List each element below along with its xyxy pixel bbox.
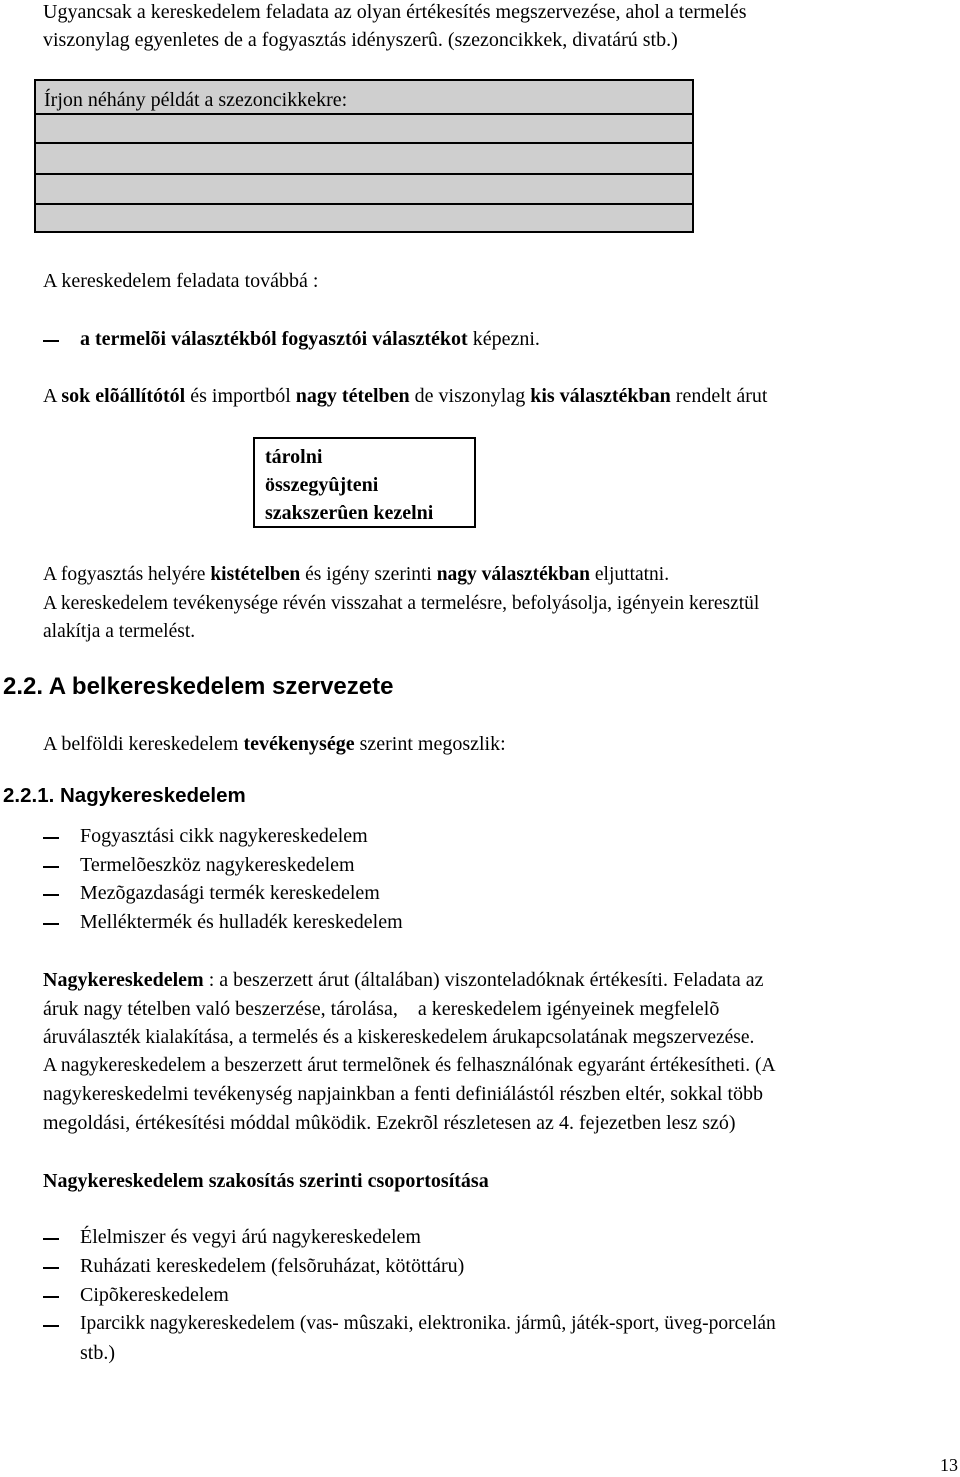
dash-bullet [43,894,59,896]
answer-line [36,203,692,205]
intro-line-2: viszonylag egyenletes de a fogyasztás idényszerû. (szezoncikkek, divatárú stb.) [43,29,678,51]
wholesale-type-item: Melléktermék és hulladék kereskedelem [80,911,403,933]
wholesale-type-item: Mezõgazdasági termék kereskedelem [80,882,380,904]
answer-line [36,142,692,144]
dash-bullet [43,1267,59,1269]
intro-line-1: Ugyancsak a kereskedelem feladata az olyan értékesítés megszervezése, ahol a termelés [43,1,747,23]
definition-line-4: A nagykereskedelem a beszerzett árut termelõnek és felhasználónak egyaránt értékesítheti. (A [43,1055,776,1076]
specialization-item: Iparcikk nagykereskedelem (vas- mûszaki, elektronika. jármû, játék-sport, üveg-porcelán [80,1313,776,1334]
definition-line-6: megoldási, értékesítési móddal mûködik. Ezekrõl részletesen az 4. fejezetben lesz szó) [43,1112,736,1134]
dash-bullet [43,1238,59,1240]
delivery-sentence: A fogyasztás helyére kistételben és igény szerinti nagy választékban eljuttatni. [43,564,670,585]
dash-bullet [43,1296,59,1298]
section-intro: A belföldi kereskedelem tevékenysége szerint megoszlik: [43,733,506,755]
specialization-item-continuation: stb.) [80,1342,115,1364]
specialization-heading: Nagykereskedelem szakosítás szerinti csoportosítása [43,1170,489,1192]
storage-task-item: tárolni [265,446,323,468]
specialization-item: Cipõkereskedelem [80,1284,229,1306]
further-heading: A kereskedelem feladata továbbá : [43,270,319,292]
definition-line-3: áruválaszték kialakítása, a termelés és a kiskereskedelem árukapcsolatának megszervezése. [43,1027,755,1048]
dash-bullet [43,923,59,925]
definition-line-1: Nagykereskedelem : a beszerzett árut (általában) viszonteladóknak értékesíti. Feladata az [43,969,764,991]
section-title: 2.2. A belkereskedelem szervezete [3,673,394,700]
definition-line-5: nagykereskedelmi tevékenység napjainkban a fenti definiálástól részben eltér, sokkal több [43,1083,764,1105]
dash-bullet [43,340,59,342]
answer-line [36,173,692,175]
answer-box[interactable] [34,79,694,233]
sourcing-sentence: A sok elõállítótól és importból nagy tételben de viszonylag kis választékban rendelt árut [43,385,768,407]
storage-task-item: összegyûjteni [265,474,379,496]
definition-line-2: áruk nagy tételben való beszerzése, tárolása, a kereskedelem igényeinek megfelelõ [43,998,720,1020]
dash-bullet [43,866,59,868]
specialization-item: Ruházati kereskedelem (felsõruházat, kötöttáru) [80,1255,465,1277]
specialization-item: Élelmiszer és vegyi árú nagykereskedelem [80,1226,421,1248]
storage-tasks-box [253,437,476,528]
answer-line [36,113,692,115]
page-number: 13 [940,1455,958,1475]
further-bullet: a termelõi választékból fogyasztói választékot képezni. [80,328,540,350]
feedback-line-1: A kereskedelem tevékenysége révén visszahat a termelésre, befolyásolja, igényein keresztül [43,593,760,614]
answer-box-prompt: Írjon néhány példát a szezoncikkekre: [44,89,348,111]
wholesale-type-item: Fogyasztási cikk nagykereskedelem [80,825,368,847]
dash-bullet [43,1325,59,1327]
wholesale-type-item: Termelõeszköz nagykereskedelem [80,854,355,876]
storage-task-item: szakszerûen kezelni [265,502,434,524]
feedback-line-2: alakítja a termelést. [43,621,196,642]
subsection-title: 2.2.1. Nagykereskedelem [3,784,246,807]
dash-bullet [43,837,59,839]
